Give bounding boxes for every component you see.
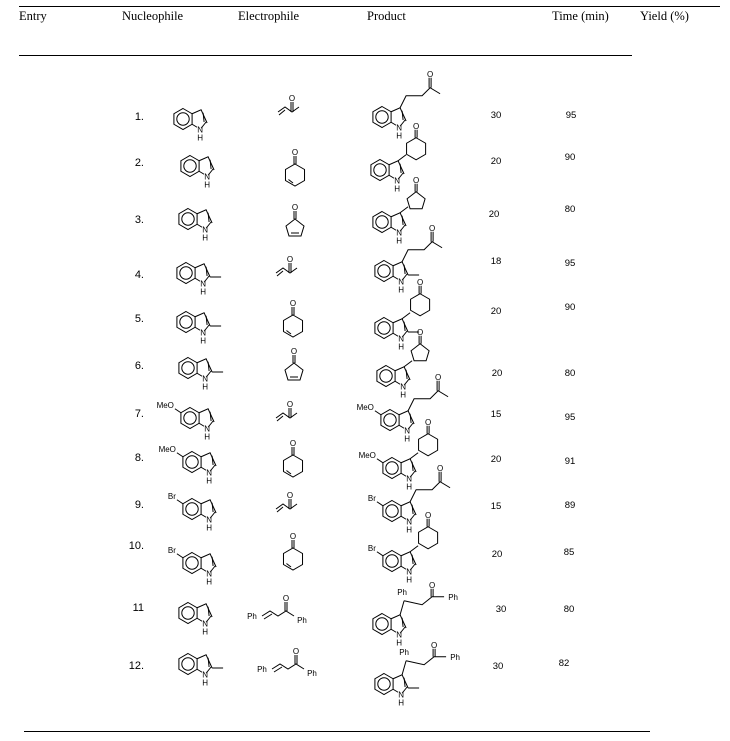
row-5-electrophile xyxy=(283,299,302,337)
yield-value: 95 xyxy=(564,258,576,269)
atom-label: H xyxy=(406,525,412,535)
row-10-electrophile xyxy=(283,532,302,570)
header-entry: Entry xyxy=(19,9,47,23)
atom-label: H xyxy=(197,133,203,143)
atom-label: H xyxy=(206,577,212,587)
atom-label: Br xyxy=(367,543,376,553)
time-value: 30 xyxy=(495,604,507,615)
atom-label: H xyxy=(398,342,404,352)
atom-label: O xyxy=(428,580,436,590)
atom-label: N xyxy=(400,382,406,392)
atom-label: N xyxy=(398,277,404,287)
header-nucleophile: Nucleophile xyxy=(122,9,184,23)
atom-label: Br xyxy=(167,545,176,555)
row-3-electrophile xyxy=(286,203,304,236)
yield-value: 91 xyxy=(564,456,576,467)
atom-label: N xyxy=(202,619,208,629)
yield-value: 95 xyxy=(564,412,576,423)
entry-number: 3. xyxy=(134,214,144,226)
atom-label: H xyxy=(202,382,208,392)
atom-label: H xyxy=(394,184,400,194)
atom-label: H xyxy=(204,180,210,190)
atom-label: Ph xyxy=(399,647,409,657)
atom-label: N xyxy=(406,567,412,577)
atom-label: H xyxy=(204,432,210,442)
atom-label: N xyxy=(396,123,402,133)
header-time: Time (min) xyxy=(552,9,609,23)
row-1-nucleophile xyxy=(174,109,207,143)
yield-value: 85 xyxy=(563,547,575,558)
row-10-product xyxy=(368,511,438,585)
row-11-electrophile xyxy=(247,594,307,625)
atom-label: Ph xyxy=(247,612,257,621)
atom-label: N xyxy=(406,474,412,484)
atom-label: H xyxy=(396,236,402,246)
atom-label: N xyxy=(398,334,404,344)
atom-label: O xyxy=(424,417,432,427)
atom-label: H xyxy=(206,523,212,533)
atom-label: H xyxy=(398,285,404,295)
atom-label: N xyxy=(396,228,402,238)
atom-label: H xyxy=(406,575,412,585)
atom-label: H xyxy=(202,678,208,688)
entry-number: 4. xyxy=(134,269,144,281)
atom-label: O xyxy=(289,299,297,308)
entry-number: 1. xyxy=(134,111,144,123)
entry-number: 8. xyxy=(134,452,144,464)
entry-number: 11 xyxy=(132,602,144,614)
row-6-electrophile xyxy=(285,347,303,380)
atom-label: H xyxy=(396,638,402,648)
header-electrophile: Electrophile xyxy=(238,9,300,23)
atom-label: MeO xyxy=(358,450,376,460)
entry-number: 2. xyxy=(134,157,144,169)
atom-label: O xyxy=(416,277,424,287)
row-9-nucleophile xyxy=(168,492,216,533)
entry-number: 10. xyxy=(128,540,144,552)
atom-label: H xyxy=(398,698,404,708)
atom-label: O xyxy=(436,463,444,473)
row-11-nucleophile xyxy=(179,603,212,637)
atom-label: MeO xyxy=(356,402,374,412)
row-4-electrophile xyxy=(276,255,297,276)
atom-label: Ph xyxy=(297,616,307,625)
row-12-electrophile xyxy=(257,647,317,678)
row-4-nucleophile xyxy=(177,263,221,297)
yield-value: 80 xyxy=(564,368,576,379)
atom-label: O xyxy=(412,175,420,185)
atom-label: O xyxy=(428,223,436,233)
atom-label: O xyxy=(289,532,297,541)
yield-value: 90 xyxy=(564,302,576,313)
atom-label: O xyxy=(292,647,300,656)
atom-label: N xyxy=(202,670,208,680)
entry-number: 6. xyxy=(134,360,144,372)
yield-value: 90 xyxy=(564,152,576,163)
yield-value: 82 xyxy=(558,658,570,669)
yield-value: 95 xyxy=(565,110,577,121)
atom-label: H xyxy=(404,434,410,444)
row-8-nucleophile xyxy=(159,445,217,486)
atom-label: O xyxy=(286,491,294,500)
atom-label: Ph xyxy=(448,592,458,602)
atom-label: N xyxy=(204,424,210,434)
entry-number: 5. xyxy=(134,313,144,325)
entry-number: 9. xyxy=(134,499,144,511)
atom-label: O xyxy=(290,347,298,356)
atom-label: MeO xyxy=(156,400,174,410)
atom-label: H xyxy=(200,287,206,297)
atom-label: N xyxy=(406,517,412,527)
row-5-nucleophile xyxy=(177,312,221,346)
atom-label: O xyxy=(291,203,299,212)
atom-label: N xyxy=(197,125,203,135)
atom-label: O xyxy=(416,327,424,337)
atom-label: N xyxy=(404,426,410,436)
atom-label: N xyxy=(206,569,212,579)
time-value: 20 xyxy=(491,549,503,560)
atom-label: O xyxy=(426,69,434,79)
yield-value: 80 xyxy=(564,204,576,215)
yield-value: 89 xyxy=(564,500,576,511)
atom-label: N xyxy=(202,374,208,384)
atom-label: N xyxy=(394,176,400,186)
atom-label: O xyxy=(289,439,297,448)
atom-label: O xyxy=(430,640,438,650)
atom-label: H xyxy=(202,233,208,243)
time-value: 20 xyxy=(490,306,502,317)
atom-label: H xyxy=(406,482,412,492)
time-value: 15 xyxy=(490,409,502,420)
time-value: 20 xyxy=(490,156,502,167)
row-2-nucleophile xyxy=(181,156,214,190)
header-product: Product xyxy=(367,9,406,23)
time-value: 20 xyxy=(491,368,503,379)
atom-label: Ph xyxy=(397,587,407,597)
row-3-nucleophile xyxy=(179,209,212,243)
row-12-product xyxy=(375,641,460,708)
atom-label: Ph xyxy=(307,669,317,678)
time-value: 20 xyxy=(488,209,500,220)
yield-value: 80 xyxy=(563,604,575,615)
atom-label: Br xyxy=(167,491,176,501)
atom-label: N xyxy=(396,630,402,640)
atom-label: Ph xyxy=(257,665,267,674)
atom-label: H xyxy=(200,336,206,346)
atom-label: O xyxy=(286,400,294,409)
row-11-product xyxy=(373,581,458,648)
time-value: 18 xyxy=(490,256,502,267)
row-7-electrophile xyxy=(276,400,297,421)
atom-label: O xyxy=(434,372,442,382)
row-9-electrophile xyxy=(276,491,297,512)
row-6-nucleophile xyxy=(179,358,223,392)
atom-label: H xyxy=(202,627,208,637)
atom-label: N xyxy=(204,172,210,182)
row-2-electrophile xyxy=(285,148,304,186)
atom-label: O xyxy=(286,255,294,264)
row-1-electrophile xyxy=(278,94,299,115)
atom-label: N xyxy=(202,225,208,235)
time-value: 15 xyxy=(490,501,502,512)
atom-label: N xyxy=(398,690,404,700)
row-7-nucleophile xyxy=(157,401,215,442)
atom-label: Ph xyxy=(450,652,460,662)
atom-label: O xyxy=(291,148,299,157)
entry-number: 7. xyxy=(134,408,144,420)
atom-label: O xyxy=(412,121,420,131)
atom-label: H xyxy=(206,476,212,486)
atom-label: N xyxy=(200,279,206,289)
atom-label: O xyxy=(288,94,296,103)
atom-label: MeO xyxy=(158,444,176,454)
time-value: 30 xyxy=(492,661,504,672)
atom-label: O xyxy=(282,594,290,603)
entry-number: 12. xyxy=(128,660,144,672)
atom-label: H xyxy=(400,390,406,400)
atom-label: O xyxy=(424,510,432,520)
atom-label: Br xyxy=(367,493,376,503)
time-value: 30 xyxy=(490,110,502,121)
atom-label: H xyxy=(396,131,402,141)
row-8-product xyxy=(359,418,438,492)
atom-label: N xyxy=(200,328,206,338)
time-value: 20 xyxy=(490,454,502,465)
row-1-product xyxy=(373,70,440,141)
atom-label: N xyxy=(206,468,212,478)
row-10-nucleophile xyxy=(168,546,216,587)
header-yield: Yield (%) xyxy=(640,9,689,23)
row-8-electrophile xyxy=(283,439,302,477)
row-4-product xyxy=(375,224,442,295)
atom-label: N xyxy=(206,515,212,525)
row-12-nucleophile xyxy=(179,654,223,688)
